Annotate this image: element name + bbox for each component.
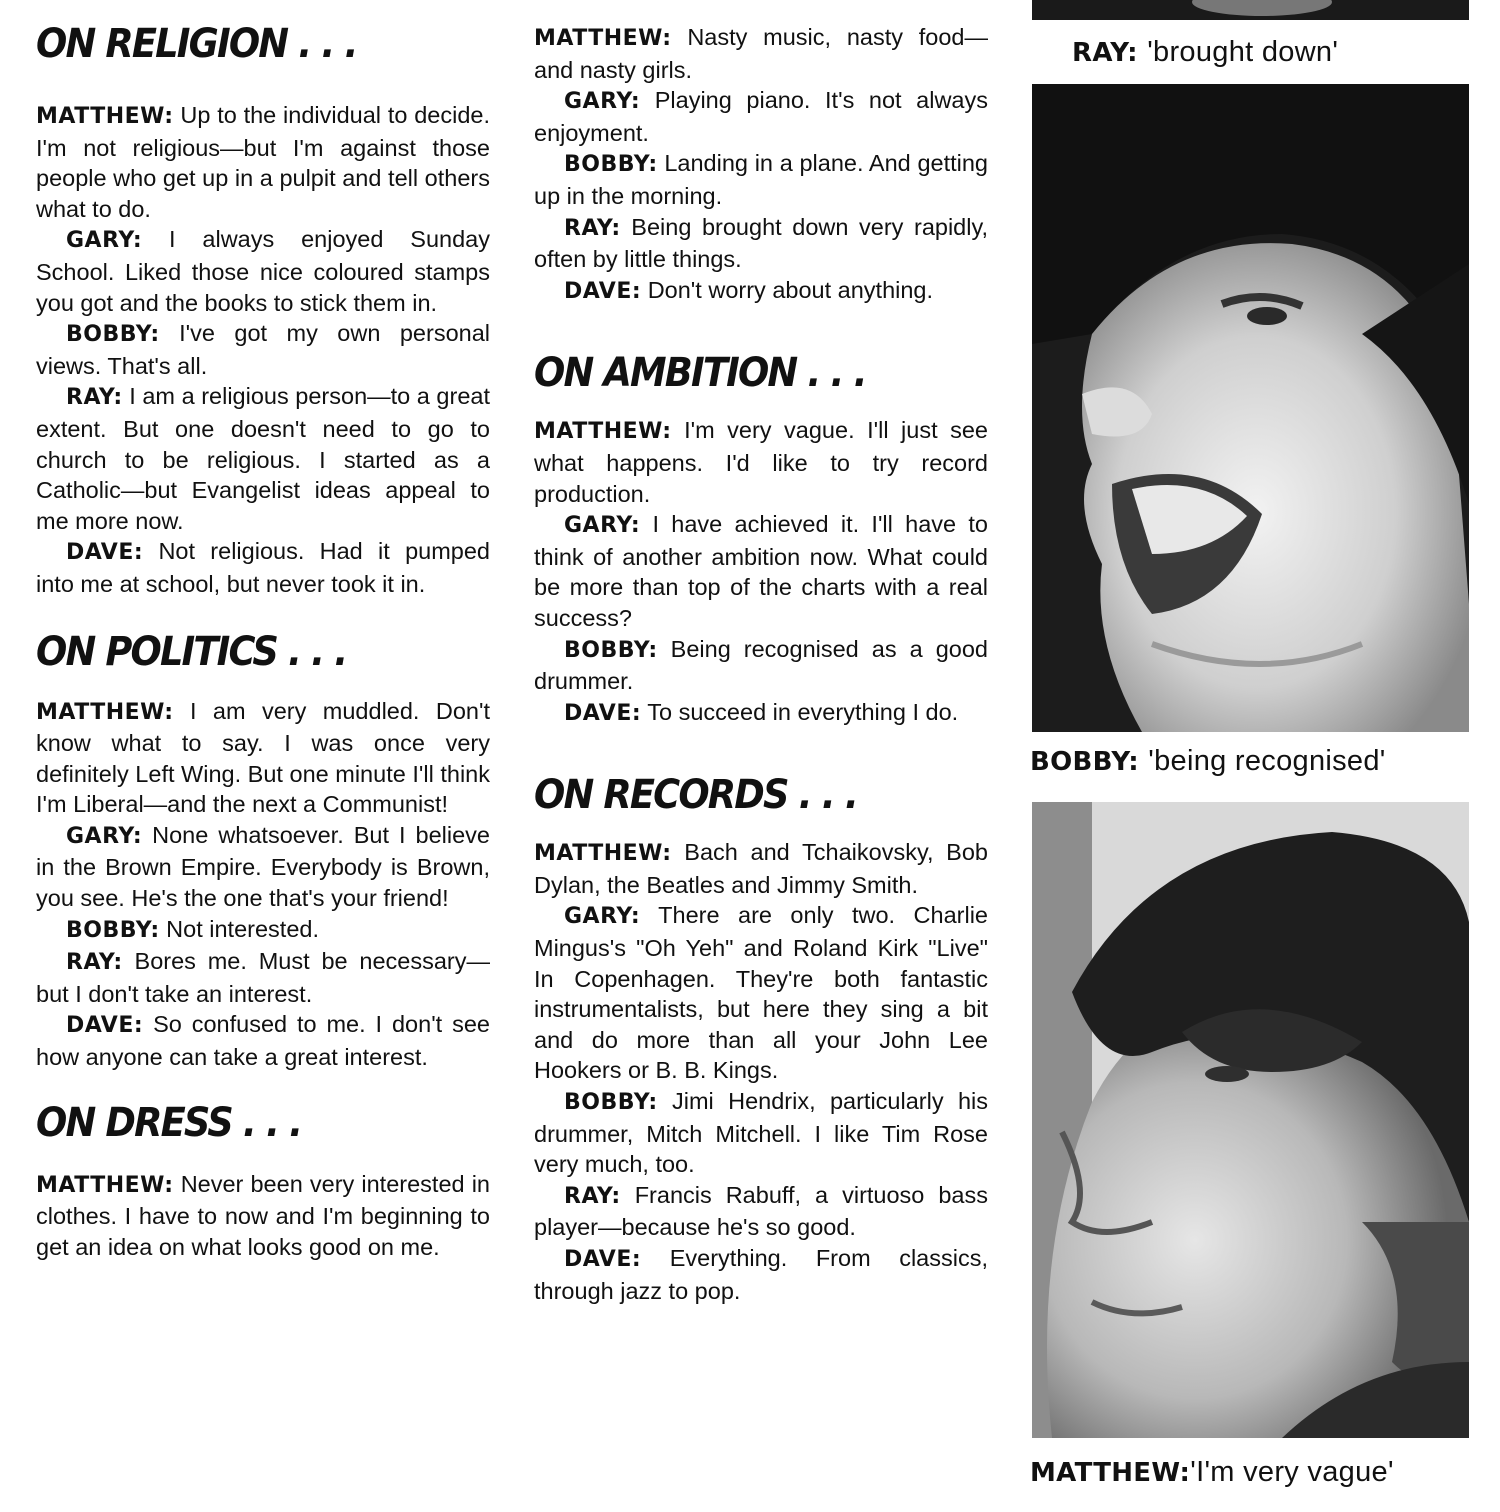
entry-text: Being recognised as a good drummer. <box>534 635 988 695</box>
speaker-name: RAY: <box>66 950 123 976</box>
speaker-name: GARY: <box>564 513 641 539</box>
speaker-name: MATTHEW: <box>36 699 174 725</box>
entry-text: There are only two. Charlie Mingus's "Oh Yeh" and Roland Kirk "Live" In Copenhagen. They're both fantastic instrumentalists, but here they sing a bit and do more than all your John Lee Hookers or B. B. Kings. <box>534 902 988 1084</box>
section-politics <box>36 696 490 1073</box>
speaker-name: GARY: <box>66 823 143 849</box>
column-middle <box>534 0 988 1306</box>
entry-records-bobby <box>534 1086 988 1180</box>
section-dislikes <box>534 22 988 307</box>
entry-text: To succeed in everything I do. <box>647 698 959 725</box>
entry-ambition-matthew <box>534 415 988 509</box>
speaker-name: BOBBY: <box>66 322 160 348</box>
entry-religion-matthew <box>36 100 490 224</box>
speaker-name: GARY: <box>564 904 641 930</box>
entry-text: Not interested. <box>166 915 319 942</box>
speaker-name: MATTHEW: <box>36 1172 174 1198</box>
speaker-name: MATTHEW: <box>534 841 672 867</box>
entry-text: I'm very vague. I'll just see what happens. I'd like to try record production. <box>534 417 988 507</box>
entry-records-dave <box>534 1243 988 1306</box>
entry-text: Jimi Hendrix, particularly his drummer, Mitch Mitchell. I like Tim Rose very much, too. <box>534 1088 988 1178</box>
entry-religion-dave <box>36 536 490 599</box>
caption-bobby <box>1030 745 1386 778</box>
speaker-name: DAVE: <box>564 278 642 304</box>
speaker-name: MATTHEW: <box>534 419 672 445</box>
entry-dislikes-dave <box>534 275 988 308</box>
heading-ambition: ON AMBITION . . . <box>534 350 866 397</box>
entry-religion-bobby <box>36 318 490 381</box>
entry-politics-matthew <box>36 696 490 820</box>
entry-politics-ray <box>36 946 490 1009</box>
entry-politics-dave <box>36 1009 490 1072</box>
caption-name: BOBBY: <box>1030 747 1139 777</box>
entry-text: Up to the individual to decide. I'm not religious—but I'm against those people who get up in a pulpit and tell others what to do. <box>36 102 490 222</box>
speaker-name: GARY: <box>66 228 143 254</box>
entry-text: I have achieved it. I'll have to think of another ambition now. What could be more than top of the charts with a real success? <box>534 511 989 631</box>
entry-text: Bach and Tchaikovsky, Bob Dylan, the Beatles and Jimmy Smith. <box>534 839 988 898</box>
speaker-name: RAY: <box>564 215 621 241</box>
caption-quote: 'being recognised' <box>1148 745 1386 777</box>
entry-text: Landing in a plane. And getting up in the morning. <box>534 150 989 209</box>
entry-records-ray <box>534 1180 988 1243</box>
speaker-name: BOBBY: <box>564 1090 658 1116</box>
heading-dress: ON DRESS . . . <box>36 1099 302 1146</box>
speaker-name: DAVE: <box>66 540 144 566</box>
entry-ambition-gary <box>534 509 988 633</box>
entry-records-gary <box>534 900 988 1086</box>
entry-text: Francis Rabuff, a virtuoso bass player—because he's so good. <box>534 1181 989 1241</box>
photo-matthew <box>1032 802 1469 1438</box>
speaker-name: RAY: <box>66 385 123 411</box>
column-left <box>36 0 490 1262</box>
entry-ambition-dave <box>534 697 988 730</box>
entry-text: Never been very interested in clothes. I have to now and I'm beginning to get an idea on what looks good on me. <box>36 1170 491 1260</box>
entry-text: So confused to me. I don't see how anyone can take a great interest. <box>36 1011 490 1071</box>
entry-religion-ray <box>36 381 490 536</box>
section-records <box>534 837 988 1306</box>
caption-name: MATTHEW: <box>1030 1458 1191 1488</box>
entry-records-matthew <box>534 837 988 900</box>
section-ambition <box>534 415 988 729</box>
caption-matthew <box>1030 1456 1394 1489</box>
entry-text: Not religious. Had it pumped into me at school, but never took it in. <box>36 538 491 597</box>
speaker-name: GARY: <box>564 89 641 115</box>
heading-religion: ON RELIGION . . . <box>36 21 357 67</box>
entry-text: I am a religious person—to a great extent. But one doesn't need to go to church to be religious. I started as a Catholic—but Evangelist ideas appeal to me more now. <box>36 383 491 534</box>
entry-text: Playing piano. It's not always enjoyment. <box>534 87 988 146</box>
entry-text: Bores me. Must be necessary—but I don't take an interest. <box>36 948 491 1007</box>
speaker-name: DAVE: <box>564 1247 642 1272</box>
speaker-name: BOBBY: <box>564 637 658 663</box>
photo-ray <box>1032 0 1469 20</box>
entry-text: I always enjoyed Sunday School. Liked those nice coloured stamps you got and the books to stick them in. <box>36 226 491 316</box>
caption-quote: 'brought down' <box>1147 36 1339 68</box>
entry-dislikes-bobby <box>534 148 988 211</box>
entry-religion-gary <box>36 224 490 318</box>
entry-text: Everything. From classics, through jazz to pop. <box>534 1245 989 1304</box>
speaker-name: DAVE: <box>564 700 642 726</box>
speaker-name: RAY: <box>564 1183 621 1209</box>
photo-bobby <box>1032 84 1469 732</box>
section-religion <box>36 100 490 600</box>
entry-politics-bobby <box>36 914 490 947</box>
speaker-name: MATTHEW: <box>534 26 672 51</box>
caption-ray <box>1072 36 1338 69</box>
caption-name: RAY: <box>1072 38 1138 68</box>
speaker-name: BOBBY: <box>564 152 658 178</box>
entry-dress-matthew <box>36 1169 490 1263</box>
entry-text: I've got my own personal views. That's all. <box>36 320 491 379</box>
entry-politics-gary <box>36 820 490 914</box>
entry-text: I am very muddled. Don't know what to say. I was once very definitely Left Wing. But one minute I'll think I'm Liberal—and the next a Communist! <box>36 697 490 818</box>
entry-text: Nasty music, nasty food—and nasty girls. <box>534 24 988 83</box>
heading-politics: ON POLITICS . . . <box>36 628 347 675</box>
speaker-name: MATTHEW: <box>36 104 174 129</box>
speaker-name: DAVE: <box>66 1013 144 1039</box>
speaker-name: BOBBY: <box>66 917 160 943</box>
entry-ambition-bobby <box>534 634 988 697</box>
caption-quote: 'I'm very vague' <box>1190 1456 1394 1488</box>
entry-dislikes-gary <box>534 85 988 148</box>
entry-dislikes-matthew <box>534 22 988 85</box>
entry-dislikes-ray <box>534 212 988 275</box>
heading-records: ON RECORDS . . . <box>534 772 857 819</box>
entry-text: Don't worry about anything. <box>647 276 934 303</box>
entry-text: None whatsoever. But I believe in the Brown Empire. Everybody is Brown, you see. He's the one that's your friend! <box>36 821 490 912</box>
section-dress <box>36 1169 490 1263</box>
entry-text: Being brought down very rapidly, often by little things. <box>534 213 989 273</box>
